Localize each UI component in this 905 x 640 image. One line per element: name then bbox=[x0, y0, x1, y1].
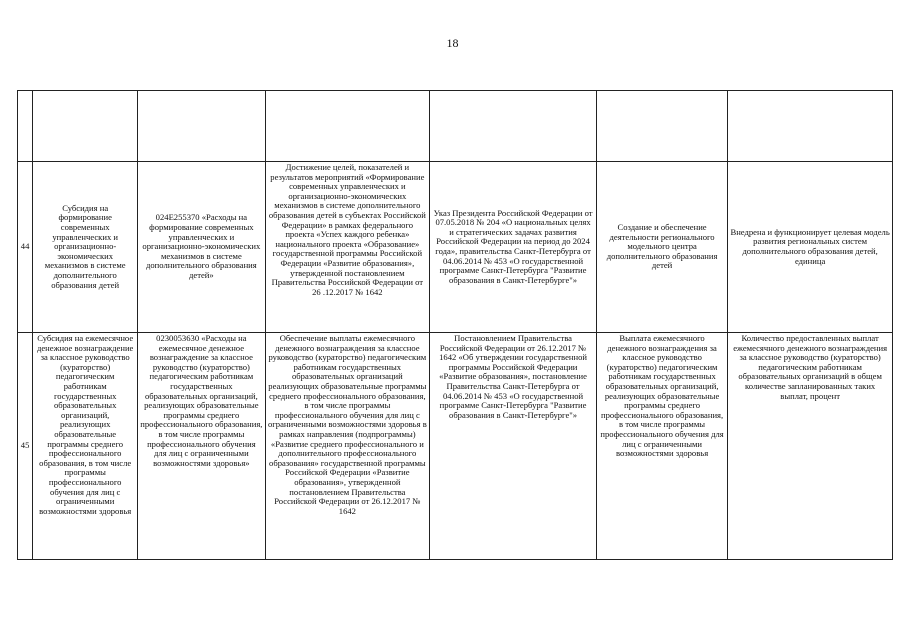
expense-code-cell: 024E255370 «Расходы на формирование современных управленческих и организационно-экономических механизмов в системе дополнительного образования детей» bbox=[138, 162, 265, 333]
table-cell bbox=[728, 91, 893, 162]
row-number: 45 bbox=[18, 333, 33, 560]
legal-basis-cell: Указ Президента Российской Федерации от 07.05.2018 № 204 «О национальных целях и стратегических задачах развития Российской Федерации на период до 2024 года», правительства Санкт-Петербурга от 04.06.2014 № 453 «О государственной программе Санкт-Петербурга "Развитие образования в Санкт-Петербурге"» bbox=[430, 162, 597, 333]
table-cell bbox=[33, 91, 138, 162]
table-row bbox=[18, 162, 893, 333]
table-cell bbox=[430, 91, 597, 162]
table-cell bbox=[18, 91, 33, 162]
table-row-continuation bbox=[18, 91, 893, 162]
goal-cell: Достижение целей, показателей и результатов мероприятий «Формирование современных управленческих и организационно-экономических механизмов в системе дополнительного образования детей в субъектах Российской Федерации» в рамках федерального проекта «Успех каждого ребенка» национального проекта «Образование» государственной программы Российской Федерации «Развитие образования», утвержденной постановлением Правительства Российской Федерации от 26 .12.2017 № 1642 bbox=[265, 162, 430, 333]
indicator-cell: Количество предоставленных выплат ежемесячного денежного вознаграждения за классное руководство (кураторство) педагогическим работникам образовательных организаций в общем количестве запланированных таких выплат, процент bbox=[728, 333, 893, 560]
document-table bbox=[17, 90, 893, 560]
expense-code-cell: 0230053630 «Расходы на ежемесячное денежное вознаграждение за классное руководство (кураторство) педагогическим работникам государственных образовательных организаций, реализующих образовательные программы среднего профессионального образования, в том числе программы профессионального обучения для лиц с ограниченными возможностями здоровья» bbox=[138, 333, 265, 560]
goal-cell: Обеспечение выплаты ежемесячного денежного вознаграждения за классное руководство (кураторство) педагогическим работникам государственных образовательных организаций реализующих образовательные программы среднего профессионального образования, в том числе программы профессионального обучения для лиц с ограниченными возможностями здоровья в рамках направления (подпрограммы) «Развитие среднего профессионального и дополнительного профессионального образования» государственной программы Российской Федерации «Развитие образования», утвержденной постановлением Правительства Российской Федерации от 26.12.2017 № 1642 bbox=[265, 333, 430, 560]
subsidy-name-cell: Субсидия на формирование современных управленческих и организационно-экономических механизмов в системе дополнительного образования детей bbox=[33, 162, 138, 333]
result-cell: Выплата ежемесячного денежного вознаграждения за классное руководство (кураторство) педагогическим работникам государственных образовательных организаций, реализующих образовательные программы среднего профессионального образования, в том числе программы профессионального обучения для лиц с ограниченными возможностями здоровья bbox=[596, 333, 727, 560]
result-cell: Создание и обеспечение деятельности регионального модельного центра дополнительного образования детей bbox=[596, 162, 727, 333]
table-cell bbox=[265, 91, 430, 162]
row-number: 44 bbox=[18, 162, 33, 333]
page-number: 18 bbox=[446, 36, 459, 50]
table-cell bbox=[596, 91, 727, 162]
table-row bbox=[18, 333, 893, 560]
subsidy-name-cell: Субсидия на ежемесячное денежное вознаграждение за классное руководство (кураторство) педагогическим работникам государственных образовательных организаций, реализующих образовательные программы среднего профессионального образования, в том числе программы профессионального обучения для лиц с ограниченными возможностями здоровья bbox=[33, 333, 138, 560]
indicator-cell: Внедрена и функционирует целевая модель развития региональных систем дополнительного образования детей, единица bbox=[728, 162, 893, 333]
table-cell bbox=[138, 91, 265, 162]
legal-basis-cell: Постановлением Правительства Российской Федерации от 26.12.2017 № 1642 «Об утверждении государственной программы Российской Федерации «Развитие образования», постановление Правительства Санкт-Петербурга от 04.06.2014 № 453 «О государственной программе Санкт-Петербурга "Развитие образования в Санкт-Петербурге"» bbox=[430, 333, 597, 560]
